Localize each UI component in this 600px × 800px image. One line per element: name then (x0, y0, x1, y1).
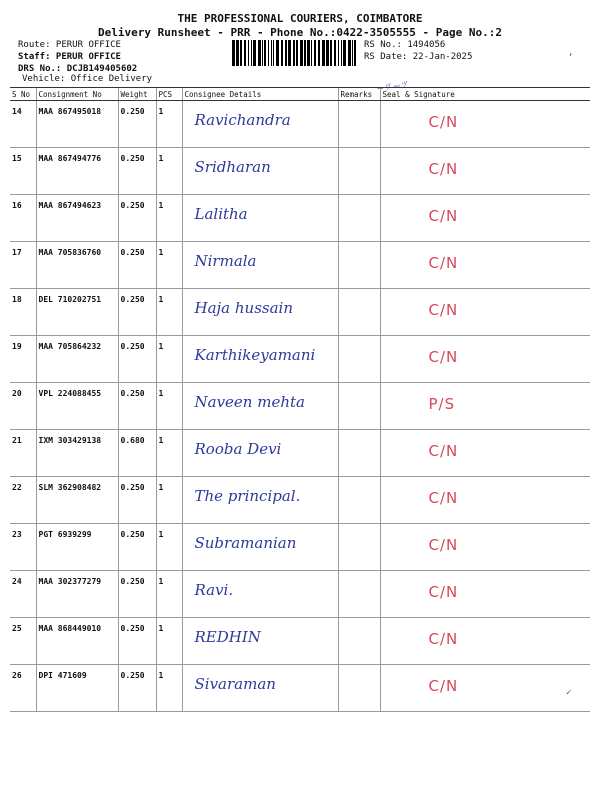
weight-cell: 0.250 (118, 524, 156, 571)
seal-signature-cell: C/N (380, 336, 590, 383)
pieces-cell: 1 (156, 242, 182, 289)
pieces-cell: 1 (156, 101, 182, 148)
seal-signature-cell: C/N (380, 665, 590, 712)
barcode-image (232, 40, 358, 66)
consignment-number-cell: PGT 6939299 (36, 524, 118, 571)
pieces-cell: 1 (156, 477, 182, 524)
seal-signature-cell: C/N (380, 148, 590, 195)
vehicle-label: Vehicle: Office Delivery (22, 74, 153, 84)
seal-signature-cell: P/S (380, 383, 590, 430)
consignee-signature-cell: Ravichandra (182, 101, 338, 148)
table-row (10, 571, 590, 618)
column-header: Consignment No (36, 88, 118, 101)
runsheet-table (10, 87, 590, 712)
pen-mark: , (568, 48, 574, 58)
serial-number-cell: 24 (10, 571, 36, 618)
weight-cell: 0.250 (118, 242, 156, 289)
pieces-cell: 1 (156, 665, 182, 712)
table-body (10, 101, 590, 712)
table-row (10, 477, 590, 524)
table-row (10, 101, 590, 148)
weight-cell: 0.250 (118, 618, 156, 665)
pieces-cell: 1 (156, 383, 182, 430)
consignee-signature-cell: REDHIN (182, 618, 338, 665)
consignment-number-cell: DPI 471609 (36, 665, 118, 712)
consignment-number-cell: MAA 867495018 (36, 101, 118, 148)
serial-number-cell: 25 (10, 618, 36, 665)
seal-signature-cell: C/N (380, 430, 590, 477)
consignee-signature-cell: The principal. (182, 477, 338, 524)
company-title: THE PROFESSIONAL COURIERS, COIMBATORE (177, 12, 423, 25)
table-row (10, 665, 590, 712)
weight-cell: 0.250 (118, 148, 156, 195)
table-row (10, 383, 590, 430)
remarks-cell (338, 195, 380, 242)
table-row (10, 195, 590, 242)
seal-signature-cell: C/N (380, 618, 590, 665)
serial-number-cell: 17 (10, 242, 36, 289)
seal-signature-cell: C/N (380, 242, 590, 289)
serial-number-cell: 18 (10, 289, 36, 336)
pieces-cell: 1 (156, 524, 182, 571)
column-header: PCS (156, 88, 182, 101)
weight-cell: 0.680 (118, 430, 156, 477)
weight-cell: 0.250 (118, 101, 156, 148)
remarks-cell (338, 665, 380, 712)
seal-signature-cell: C/N (380, 289, 590, 336)
weight-cell: 0.250 (118, 477, 156, 524)
consignment-number-cell: MAA 705836760 (36, 242, 118, 289)
seal-signature-cell: C/N (380, 571, 590, 618)
consignee-signature-cell: Sridharan (182, 148, 338, 195)
serial-number-cell: 14 (10, 101, 36, 148)
table-row (10, 242, 590, 289)
weight-cell: 0.250 (118, 383, 156, 430)
staff-label: Staff: PERUR OFFICE (18, 52, 121, 62)
route-label: Route: PERUR OFFICE (18, 40, 121, 50)
seal-signature-cell: C/N (380, 101, 590, 148)
consignment-number-cell: MAA 705864232 (36, 336, 118, 383)
serial-number-cell: 20 (10, 383, 36, 430)
column-header: Weight (118, 88, 156, 101)
serial-number-cell: 16 (10, 195, 36, 242)
column-header: S No (10, 88, 36, 101)
pieces-cell: 1 (156, 571, 182, 618)
remarks-cell (338, 477, 380, 524)
table-row (10, 430, 590, 477)
consignee-signature-cell: Naveen mehta (182, 383, 338, 430)
seal-stamp-mark: ~ﾂ ~ﾂ (375, 79, 407, 96)
consignment-number-cell: MAA 867494776 (36, 148, 118, 195)
consignee-signature-cell: Sivaraman (182, 665, 338, 712)
seal-signature-cell: C/N (380, 195, 590, 242)
pieces-cell: 1 (156, 336, 182, 383)
table-row (10, 524, 590, 571)
runsheet-subtitle: Delivery Runsheet - PRR - Phone No.:0422-3505555 - Page No.:2 (98, 26, 502, 39)
pen-mark: ✓ (566, 688, 572, 698)
column-header: Consignee Details (182, 88, 338, 101)
consignment-number-cell: IXM 303429138 (36, 430, 118, 477)
rs-number: RS No.: 1494056 (364, 40, 446, 50)
remarks-cell (338, 148, 380, 195)
weight-cell: 0.250 (118, 665, 156, 712)
remarks-cell (338, 524, 380, 571)
consignment-number-cell: DEL 710202751 (36, 289, 118, 336)
weight-cell: 0.250 (118, 195, 156, 242)
column-header: Remarks (338, 88, 380, 101)
serial-number-cell: 21 (10, 430, 36, 477)
consignee-signature-cell: Ravi. (182, 571, 338, 618)
serial-number-cell: 26 (10, 665, 36, 712)
seal-signature-cell: C/N (380, 524, 590, 571)
consignment-number-cell: MAA 867494623 (36, 195, 118, 242)
table-row (10, 618, 590, 665)
pieces-cell: 1 (156, 195, 182, 242)
consignment-number-cell: MAA 302377279 (36, 571, 118, 618)
remarks-cell (338, 242, 380, 289)
table-row (10, 148, 590, 195)
serial-number-cell: 23 (10, 524, 36, 571)
consignee-signature-cell: Haja hussain (182, 289, 338, 336)
table-header-row (10, 88, 590, 101)
serial-number-cell: 19 (10, 336, 36, 383)
serial-number-cell: 22 (10, 477, 36, 524)
seal-signature-cell: C/N (380, 477, 590, 524)
consignment-number-cell: VPL 224088455 (36, 383, 118, 430)
remarks-cell (338, 101, 380, 148)
consignee-signature-cell: Nirmala (182, 242, 338, 289)
weight-cell: 0.250 (118, 571, 156, 618)
remarks-cell (338, 618, 380, 665)
consignee-signature-cell: Lalitha (182, 195, 338, 242)
consignee-signature-cell: Rooba Devi (182, 430, 338, 477)
remarks-cell (338, 383, 380, 430)
rs-date: RS Date: 22-Jan-2025 (364, 52, 473, 62)
pieces-cell: 1 (156, 148, 182, 195)
consignment-number-cell: SLM 362908482 (36, 477, 118, 524)
table-row (10, 289, 590, 336)
pieces-cell: 1 (156, 618, 182, 665)
remarks-cell (338, 430, 380, 477)
weight-cell: 0.250 (118, 289, 156, 336)
column-header: Seal & Signature (380, 88, 590, 101)
remarks-cell (338, 571, 380, 618)
table-row (10, 336, 590, 383)
consignment-number-cell: MAA 868449010 (36, 618, 118, 665)
pieces-cell: 1 (156, 430, 182, 477)
serial-number-cell: 15 (10, 148, 36, 195)
weight-cell: 0.250 (118, 336, 156, 383)
remarks-cell (338, 289, 380, 336)
consignee-signature-cell: Subramanian (182, 524, 338, 571)
remarks-cell (338, 336, 380, 383)
drs-number: DRS No.: DCJB149405602 (18, 64, 138, 74)
pieces-cell: 1 (156, 289, 182, 336)
consignee-signature-cell: Karthikeyamani (182, 336, 338, 383)
